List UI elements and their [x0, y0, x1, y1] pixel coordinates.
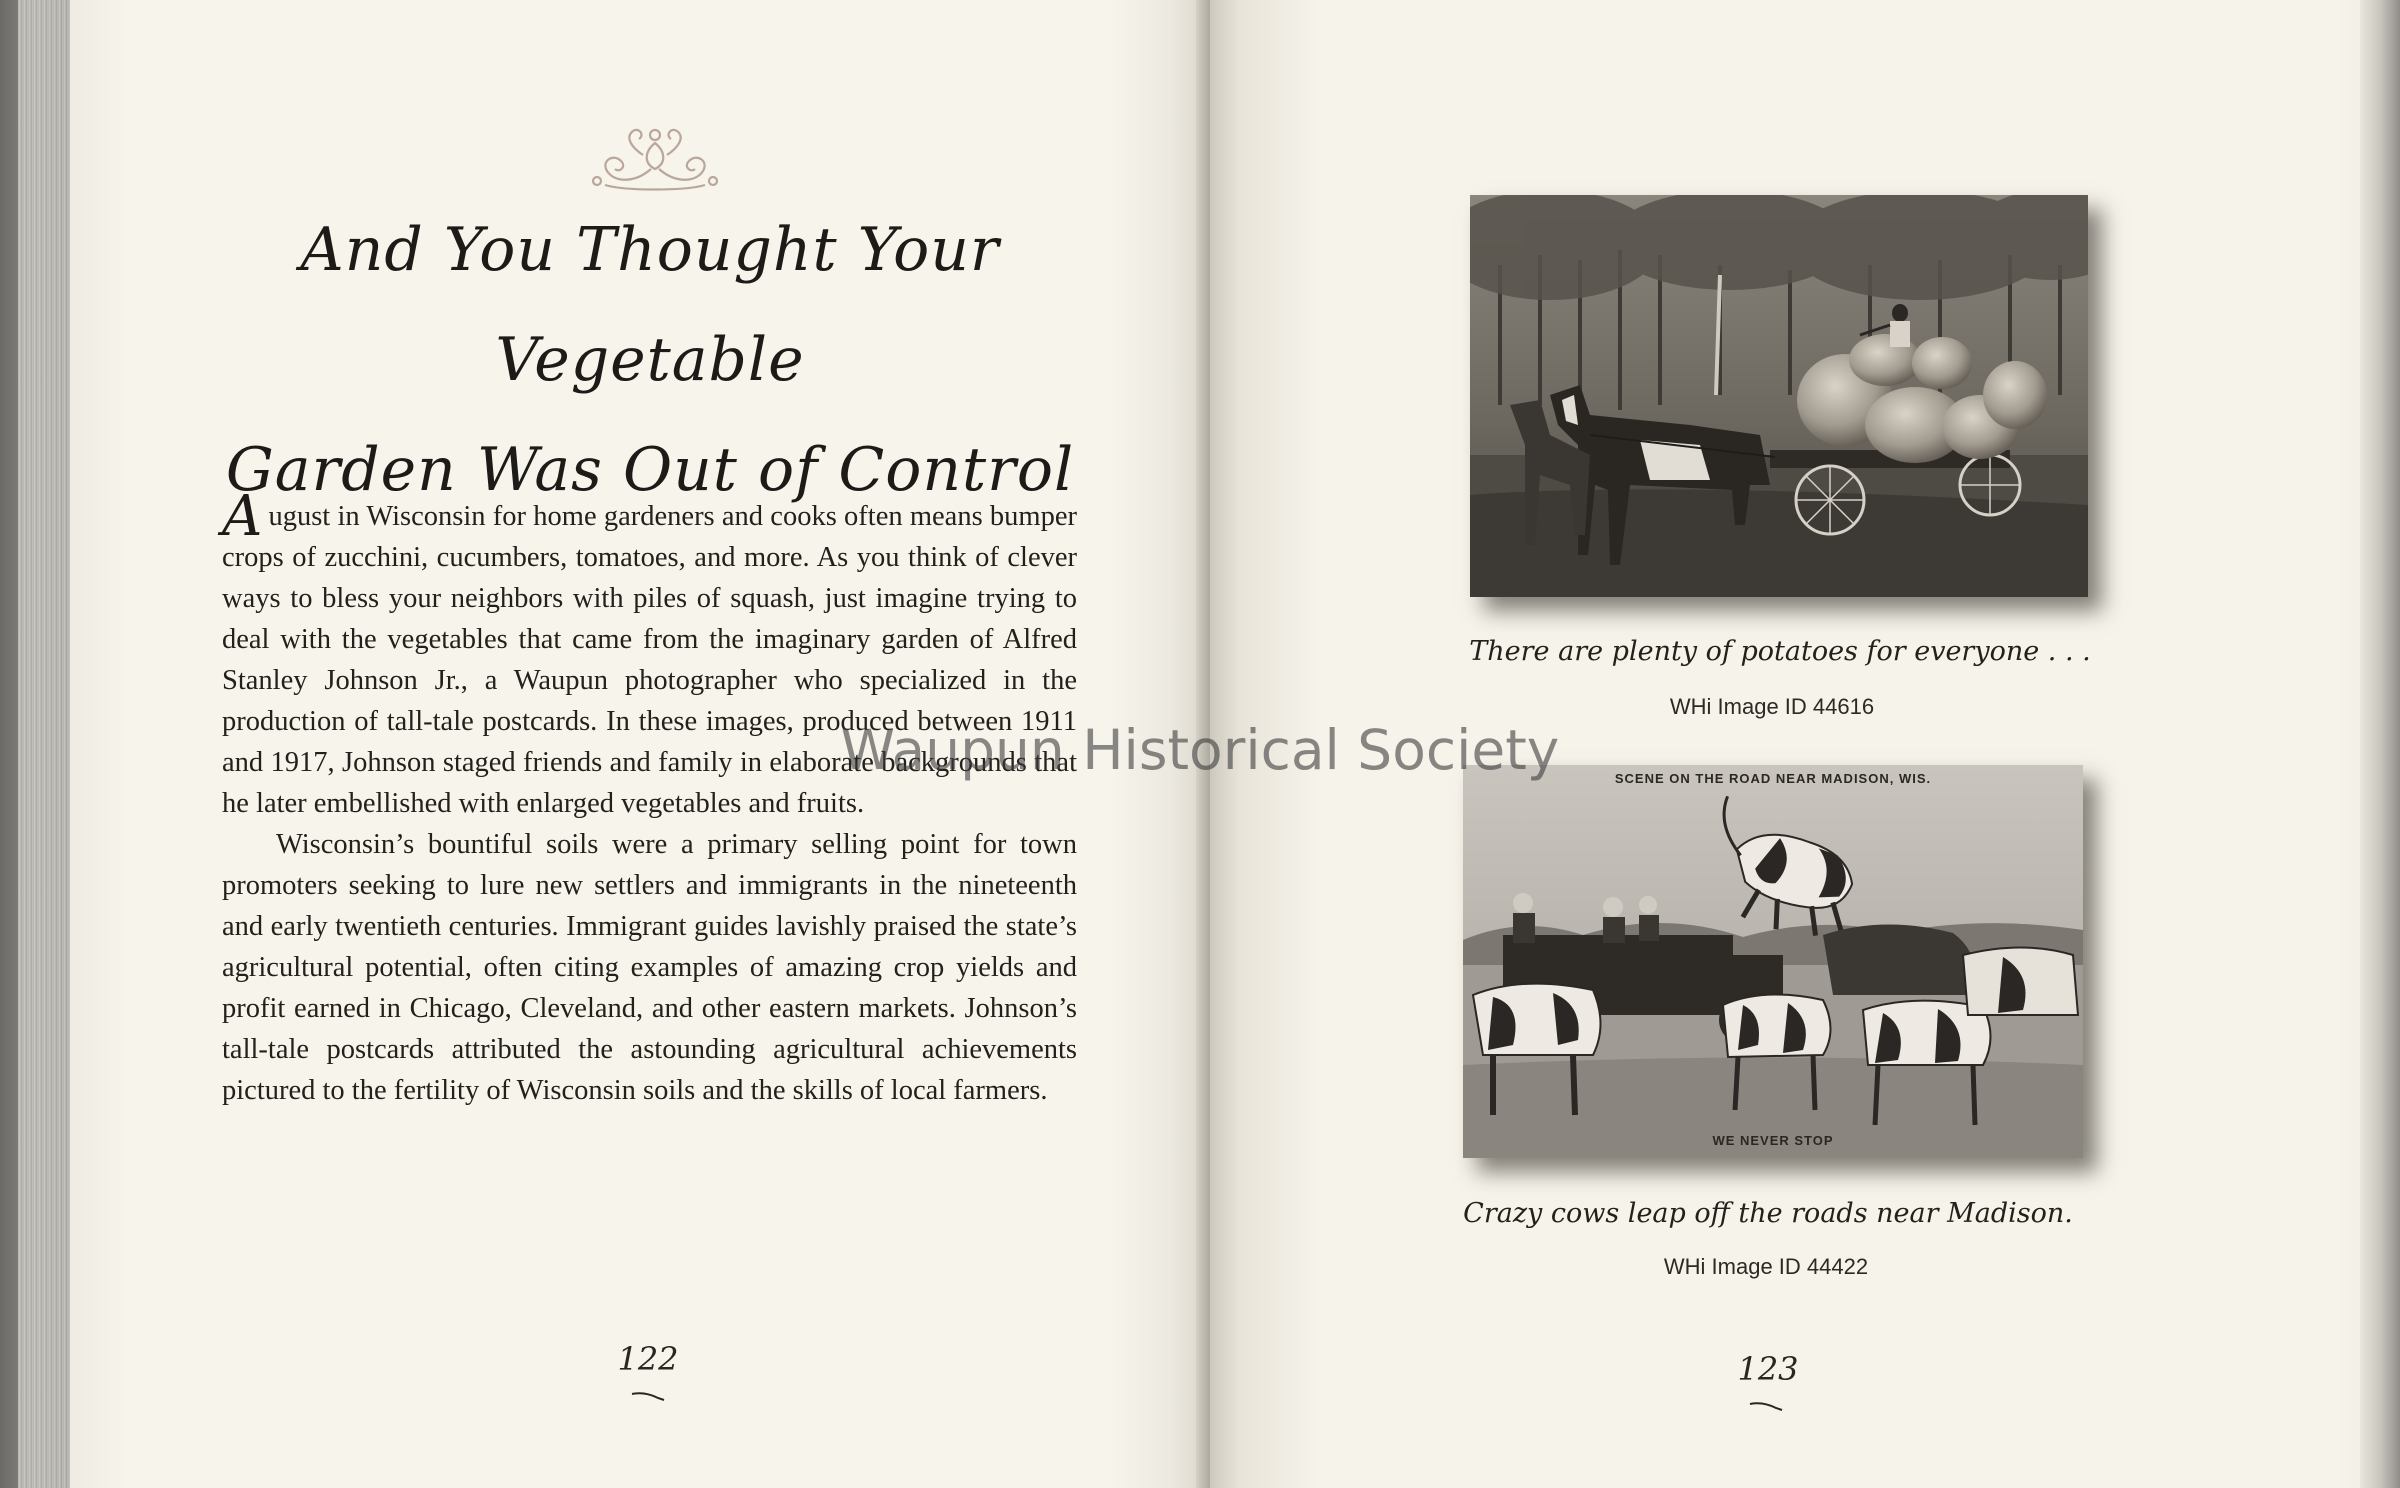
page-title: [170, 195, 1130, 525]
title-line-1: And You Thought Your Vegetable: [300, 215, 1000, 395]
photo-2-credit: WHi Image ID 44422: [1663, 1254, 1869, 1279]
right-page-edge: [2360, 0, 2400, 1488]
page-number-left: 122: [617, 1340, 679, 1378]
flourish-ornament-icon: [585, 125, 725, 195]
potato-wagon-photo: [1470, 195, 2088, 597]
page-number-flourish-icon: [628, 1390, 668, 1402]
leaping-cow-illustration: [1463, 765, 2083, 1158]
title-line-2: Garden Was Out of Control: [225, 435, 1075, 505]
drop-cap: A: [222, 484, 263, 549]
page-number-flourish-icon: [1746, 1400, 1786, 1412]
potato-wagon-illustration: [1470, 195, 2088, 597]
photo-1-caption: There are plenty of potatoes for everyone . . .: [1469, 636, 2091, 667]
photo-2-banner: SCENE ON THE ROAD NEAR MADISON, WIS.: [1614, 771, 1932, 786]
paragraph-2: Wisconsin’s bountiful soils were a primary selling point for town promoters seeking to lure new settlers and immigrants in the nineteenth and early twentieth centuries. Immigrant guides lavishly praised the state’s agricultural potential, often citing examples of amazing crop yields and profit earned in Chicago, Cleveland, and other eastern markets. Johnson’s tall-tale postcards attributed the astounding agricultural achievements pictured to the fertility of Wisconsin soils and the skills of local farmers.: [222, 829, 1077, 1106]
leaping-cow-photo: [1463, 765, 2083, 1158]
body-text: [222, 484, 1077, 1111]
photo-2-footer: WE NEVER STOP: [1712, 1133, 1834, 1148]
photo-1-credit: WHi Image ID 44616: [1669, 694, 1875, 719]
page-stack-edge: [18, 0, 78, 1488]
photo-2-caption: Crazy cows leap off the roads near Madison.: [1463, 1198, 2073, 1229]
watermark: Waupun Historical Society: [840, 718, 1560, 782]
paragraph-1-text: ugust in Wisconsin for home gardeners and cooks often means bumper crops of zucchini, cucumbers, tomatoes, and more. As you think of clever ways to bless your neighbors with piles of squash, just imagine trying to deal with the vegetables that came from the imaginary garden of Alfred Stanley Johnson Jr., a Waupun photographer who specialized in the production of tall-tale postcards. In these images, produced between 1911 and 1917, Johnson staged friends and family in elaborate backgrounds that he later embellished with enlarged vegetables and fruits.: [222, 501, 1077, 819]
page-number-right: 123: [1737, 1350, 1799, 1388]
